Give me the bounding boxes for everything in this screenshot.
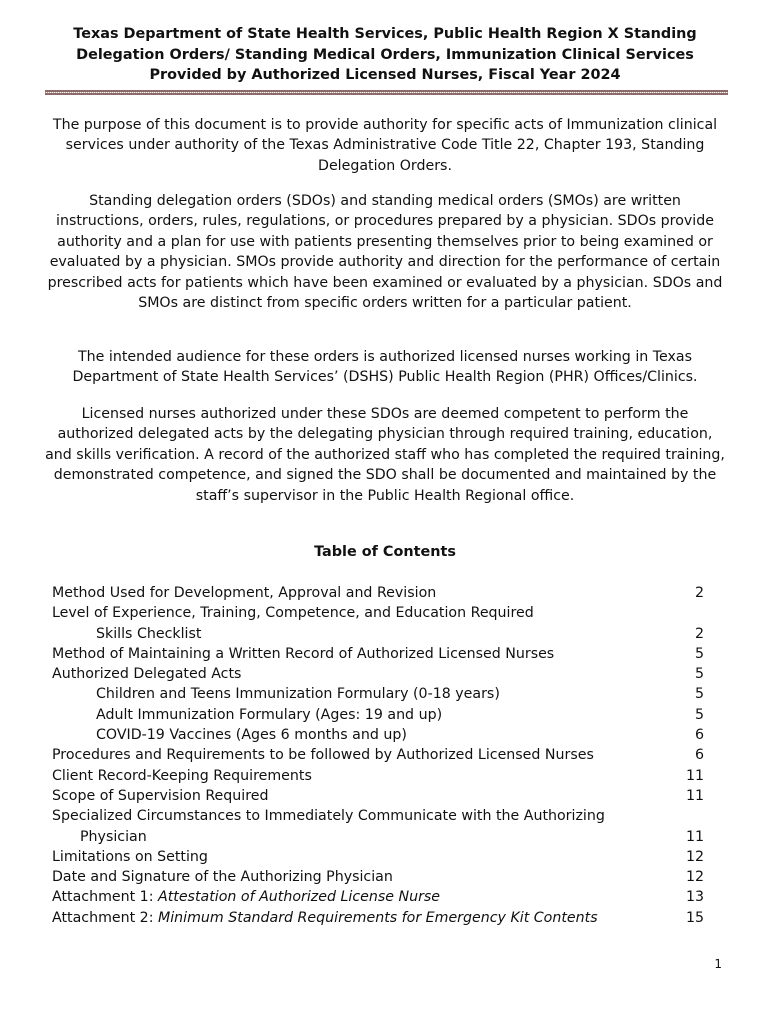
- toc-heading: Table of Contents: [314, 544, 456, 560]
- toc-entry-page: 6: [694, 747, 704, 764]
- toc-entry: [52, 705, 712, 725]
- toc-entry-page: 11: [685, 787, 704, 804]
- toc-entry-label: Procedures and Requirements to be followed by Authorized Licensed Nurses: [52, 747, 594, 764]
- toc-entry: [52, 827, 712, 847]
- toc-entry-page: 15: [685, 909, 704, 926]
- toc-entry: [52, 786, 712, 806]
- toc-entry-page: 11: [685, 767, 704, 784]
- toc-entry-page: 11: [685, 828, 704, 845]
- title-divider: [45, 90, 728, 95]
- toc-entry: [52, 725, 712, 745]
- page-number: 1: [714, 957, 722, 971]
- toc-entry: [52, 684, 712, 704]
- toc-entry-label: Method of Maintaining a Written Record of Authorized Licensed Nurses: [52, 645, 555, 662]
- toc-entry-label: Limitations on Setting: [52, 848, 208, 865]
- toc-entry-label: Level of Experience, Training, Competence, and Education Required: [52, 605, 534, 622]
- toc-entry: [52, 745, 712, 765]
- toc-entry: [52, 664, 712, 684]
- toc-entry-label: COVID-19 Vaccines (Ages 6 months and up): [96, 727, 407, 744]
- toc-entry: [52, 806, 712, 826]
- toc-entry-page: 5: [694, 666, 704, 683]
- toc-entry-page: 12: [685, 848, 704, 865]
- toc-entry-page: 5: [694, 686, 704, 703]
- toc-entry: [52, 644, 712, 664]
- audience-paragraph: The intended audience for these orders is authorized licensed nurses working in Texas Department of State Health Services’ (DSHS) Public Health Region (PHR) Offices/Clinics.: [72, 349, 698, 386]
- toc-entry-page: 2: [694, 625, 704, 642]
- toc-entry-page: 5: [694, 645, 704, 662]
- toc-entry-label: Authorized Delegated Acts: [52, 666, 242, 683]
- competence-paragraph: Licensed nurses authorized under these SDOs are deemed competent to perform the authorized delegated acts by the delegating physician through required training, education, and skills verification. A record of the authorized staff who has completed the required training, demonstrated competence, and signed the SDO shall be documented and maintained by the staff’s supervisor in the Public Health Regional office.: [45, 406, 725, 504]
- toc-entry: [52, 766, 712, 786]
- toc-entry-page: 13: [685, 889, 704, 906]
- toc-entry-label: Children and Teens Immunization Formulary (0-18 years): [96, 686, 500, 703]
- toc-entry-label: Adult Immunization Formulary (Ages: 19 and up): [96, 706, 443, 723]
- document-title: Texas Department of State Health Services, Public Health Region X Standing Delegation Orders/ Standing Medical Orders, Immunization Clinical Services Provided by Authorized Licensed Nurses, Fiscal Year 2024: [73, 26, 697, 83]
- toc-entry: [52, 624, 712, 644]
- toc-entry-page: 5: [694, 706, 704, 723]
- toc-entry-label: Method Used for Development, Approval and Revision: [52, 585, 437, 601]
- toc-entry-page: 12: [685, 869, 704, 886]
- toc-entry-label: Scope of Supervision Required: [52, 787, 269, 804]
- toc-entry-label: Specialized Circumstances to Immediately Communicate with the Authorizing: [52, 808, 605, 825]
- toc-entry-label: Skills Checklist: [96, 625, 202, 642]
- toc-entry: [52, 603, 712, 623]
- toc-entry-page: 2: [694, 585, 704, 601]
- toc-entry: [52, 887, 712, 907]
- toc-entry-page: 6: [694, 727, 704, 744]
- table-of-contents: [52, 583, 712, 928]
- toc-entry: [52, 908, 712, 928]
- toc-entry-label: Physician: [80, 828, 147, 845]
- toc-entry: [52, 583, 712, 603]
- toc-entry-label: Date and Signature of the Authorizing Physician: [52, 869, 393, 886]
- purpose-paragraph: The purpose of this document is to provide authority for specific acts of Immunization clinical services under authority of the Texas Administrative Code Title 22, Chapter 193, Standing Delegation Orders.: [52, 117, 718, 174]
- toc-entry-label: Attachment 2: Minimum Standard Requirements for Emergency Kit Contents: [52, 909, 598, 926]
- toc-entry-label: Attachment 1: Attestation of Authorized License Nurse: [52, 889, 441, 906]
- toc-entry-label: Client Record-Keeping Requirements: [52, 767, 312, 784]
- definition-paragraph: Standing delegation orders (SDOs) and standing medical orders (SMOs) are written instructions, orders, rules, regulations, or procedures prepared by a physician. SDOs provide authority and a plan for use with patients presenting themselves prior to being examined or evaluated by a physician. SMOs provide authority and direction for the performance of certain prescribed acts for patients which have been examined or evaluated by a physician. SDOs and SMOs are distinct from specific orders written for a particular patient.: [47, 193, 723, 312]
- toc-entry: [52, 847, 712, 867]
- toc-entry: [52, 867, 712, 887]
